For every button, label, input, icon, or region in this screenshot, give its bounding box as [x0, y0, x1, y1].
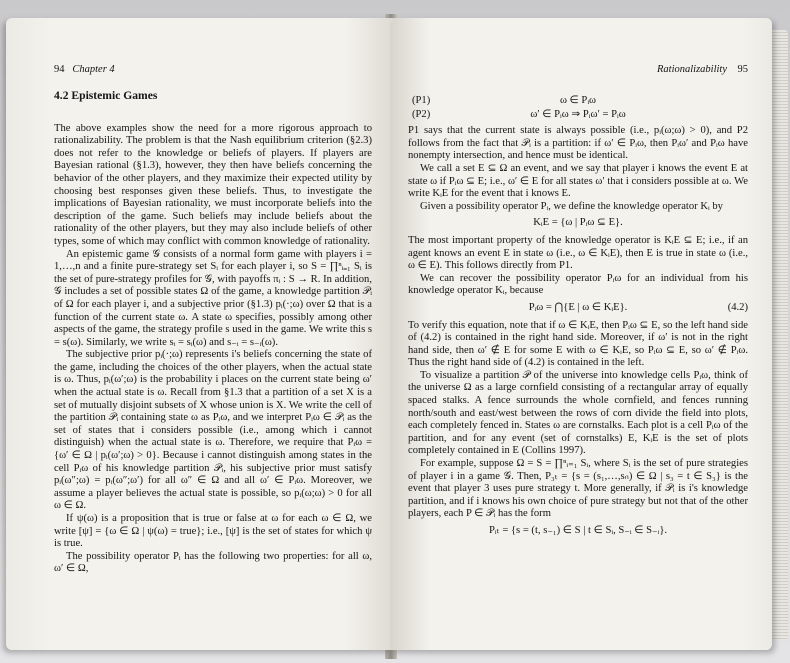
paragraph: We can recover the possibility operator Pᵢω for an individual from his knowledge operator Kᵢ, because: [408, 272, 748, 297]
equation: ω ∈ Pᵢω: [559, 95, 597, 106]
equation-knowledge-operator: KᵢE = {ω | Pᵢω ⊆ E}.: [533, 217, 623, 229]
paragraph: An epistemic game 𝒢 consists of a normal form game with players i = 1,…,n and a finite pure-strategy set Sᵢ for each player i, so S = ∏ⁿᵢ₌₁ Sᵢ is the set of pure-strategy profiles for 𝒢, with payoffs πᵢ : S → R. In addition, 𝒢 includes a set of possible states Ω of the game, a knowledge partition 𝒫ᵢ of Ω for each player i, and a subjective prior (§1.3) pᵢ(·;ω) over Ω that is a function of the current state ω. A state ω specifies, possibly among other aspects of the game, the strategy profile s used in the game. We write this s = s(ω). Similarly, we write sᵢ = sᵢ(ω) and s₋ᵢ = s₋ᵢ(ω).: [54, 248, 372, 348]
right-page: [392, 18, 772, 650]
equation-label: (P1): [412, 95, 431, 106]
left-page-number: 94: [54, 64, 65, 75]
left-chapter-title: Chapter 4: [72, 64, 115, 75]
right-page-text: [408, 18, 748, 650]
right-page-number: 95: [737, 64, 748, 75]
paragraph: For example, suppose Ω = S = ∏ⁿᵢ₌₁ Sᵢ, where Sᵢ is the set of pure strategies of player i in a game 𝒢. Then, P₃ₜ = {s = (s₁,…,sₙ) ∈ Ω | s₃ = t ∈ S₃} is the event that player 3 uses pure strategy t. More generally, if 𝒫ᵢ is i's knowledge partition, and if i knows his own choice of pure strategy but not that of the other players, each P ∈ 𝒫ᵢ has the form: [408, 458, 748, 520]
left-page-text: [54, 18, 372, 650]
right-chapter-title: Rationalizability: [657, 64, 727, 75]
paragraph: If ψ(ω) is a proposition that is true or false at ω for each ω ∈ Ω, we write [ψ] = {ω ∈ Ω | ψ(ω) = true}; i.e., [ψ] is the set of states for which ψ is true.: [54, 513, 372, 550]
equation-number: (4.2): [727, 301, 748, 313]
left-running-head: [54, 64, 372, 78]
equation-p2: [408, 109, 748, 122]
equation-pit: Pᵢₜ = {s = (t, s₋₁) ∈ S | t ∈ Sᵢ, S₋ᵢ ∈ S₋ᵢ}.: [488, 525, 668, 536]
paragraph: The above examples show the need for a more rigorous approach to rationalizability. The problem is that the Nash equilibrium criterion (§2.3) does not refer to the knowledge or beliefs of players. If players are Bayesian rational (§1.3), however, they then have beliefs concerning the behavior of the other players, and they maximize their expected utility by choosing best responses given these beliefs. Thus, to investigate the implications of Bayesian rationality, we must incorporate beliefs into the description of the game. Such beliefs may include beliefs about the rationality of the other players, but they may also include beliefs of other types, some of which may conflict with common knowledge of rationality.: [54, 122, 372, 247]
right-running-head: [408, 64, 748, 78]
paragraph: We call a set E ⊆ Ω an event, and we say that player i knows the event E at state ω if Pᵢω ⊆ E; i.e., ω′ ∈ E for all states ω′ that i considers possible at ω. We write KᵢE for the event that i knows E.: [408, 162, 748, 200]
equation: ω′ ∈ Pᵢω ⇒ Pᵢω′ = Pᵢω: [530, 108, 626, 120]
paragraph: The most important property of the knowledge operator is KᵢE ⊆ E; i.e., if an agent knows an event E in state ω (i.e., ω ∈ KᵢE), then E is true in state ω (i.e., ω ∈ E). This follows directly from P1.: [408, 234, 748, 272]
equation-4-2: [408, 302, 748, 315]
paragraph: The possibility operator Pᵢ has the following two properties: for all ω, ω′ ∈ Ω,: [54, 550, 372, 575]
section-heading: 4.2 Epistemic Games: [54, 89, 158, 102]
equation: Pᵢω = ⋂{E | ω ∈ KᵢE}.: [528, 301, 628, 313]
left-page: [6, 18, 392, 650]
paragraph: To visualize a partition 𝒫 of the universe into knowledge cells Pᵢω, think of the universe Ω as a large cornfield consisting of a rectangular array of equally spaced stalks. A fence surrounds the whole cornfield, and fences running north/south and east/west between the rows of corn divide the field into plots, each completely fenced in. States ω are cornstalks. Each plot is a cell Pᵢω of the partition, and for any event (set of cornstalks) E, KᵢE is the set of plots completely contained in E (Collins 1997).: [408, 369, 748, 457]
paragraph: Given a possibility operator Pᵢ, we define the knowledge operator Kᵢ by: [420, 200, 723, 212]
page-edges: [770, 30, 788, 640]
paragraph: The subjective prior pᵢ(·;ω) represents i's beliefs concerning the state of the game, including the choices of the other players, when the actual state is ω. Thus, pᵢ(ω′;ω) is the probability i places on the current state being ω′ when the actual state is ω. Recall from §1.3 that a partition of a set X is a set of mutually disjoint subsets of X whose union is X. We write the cell of the partition 𝒫ᵢ containing state ω as Pᵢω, and we interpret Pᵢω ∈ 𝒫ᵢ as the set of states that i considers possible (i.e., among which i cannot distinguish) when the actual state is ω. Therefore, we require that Pᵢω = {ω′ ∈ Ω | pᵢ(ω′;ω) > 0}. Because i cannot distinguish among states in the cell Pᵢω of his knowledge partition 𝒫ᵢ, his subjective prior must satisfy pᵢ(ω″;ω) = pᵢ(ω″;ω′) for all ω″ ∈ Ω and all ω′ ∈ Pᵢω. Moreover, we assume a player believes the actual state is possible, so pᵢ(ω;ω) > 0 for all ω ∈ Ω.: [54, 349, 372, 512]
equation-label: (P2): [412, 108, 431, 120]
paragraph: P1 says that the current state is always possible (i.e., pᵢ(ω;ω) > 0), and P2 follows from the fact that 𝒫ᵢ is a partition: if ω′ ∈ Pᵢω, then Pᵢω′ and Pᵢω have nonempty intersection, and hence must be identical.: [408, 125, 748, 162]
paragraph: To verify this equation, note that if ω ∈ KᵢE, then Pᵢω ⊆ E, so the left hand side of (4.2) is contained in the right hand side. Moreover, if ω′ is not in the right hand side, then ω′ ∉ E for some E with ω ∈ KᵢE, so Pᵢω ⊆ E, so ω′ ∉ Pᵢω. Thus the right hand side of (4.2) is contained in the left.: [408, 319, 748, 369]
equation-p1: [408, 95, 748, 108]
